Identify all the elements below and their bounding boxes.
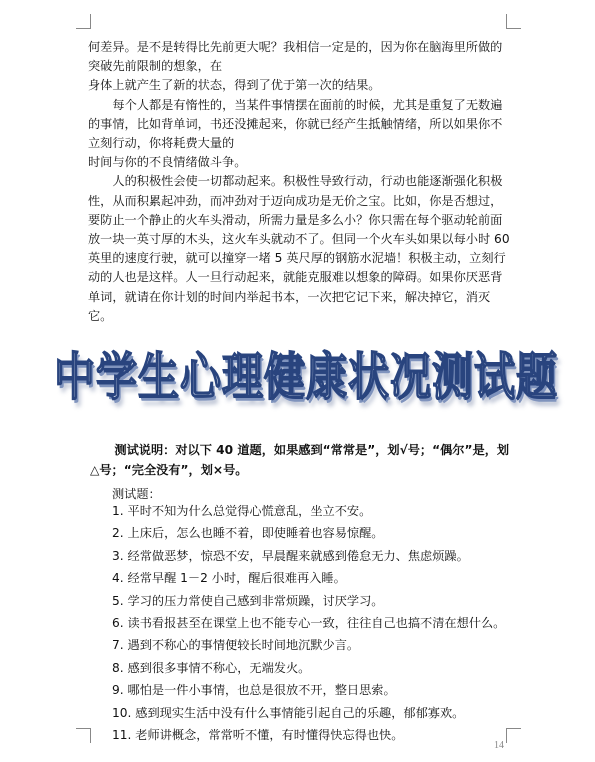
- page-title: 中学生心理健康状况测试题: [54, 346, 558, 407]
- question-item: 7. 遇到不称心的事情便较长时间地沉默少言。: [112, 638, 360, 653]
- question-item: 2. 上床后，怎么也睡不着，即使睡着也容易惊醒。: [112, 526, 384, 541]
- crop-mark-top-right: [506, 14, 521, 29]
- question-list: [112, 500, 512, 746]
- page-number: 14: [494, 740, 504, 751]
- intro-paragraph-2b: 时间与你的不良情绪做斗争。: [88, 155, 247, 170]
- crop-mark-bottom-left: [76, 728, 91, 743]
- intro-paragraph-2a: 每个人都是有惰性的，当某件事情摆在面前的时候，尤其是重复了无数遍的事情，比如背单词，书还没摊起来，你就已经产生抵触情绪，所以如果你不立刻行动，你将耗费大量的: [88, 97, 503, 151]
- question-item: 10. 感到现实生活中没有什么事情能引起自己的乐趣，郁郁寡欢。: [112, 705, 465, 720]
- question-item: 5. 学习的压力常使自己感到非常烦躁，讨厌学习。: [112, 593, 384, 608]
- intro-paragraph-1b: 身体上就产生了新的状态，得到了优于第一次的结果。: [88, 78, 381, 93]
- question-item: 6. 读书看报甚至在课堂上也不能专心一致，往往自己也搞不清在想什么。: [112, 616, 506, 631]
- question-item: 8. 感到很多事情不称心，无端发火。: [112, 660, 311, 675]
- question-item: 4. 经常早醒 1－2 小时，醒后很难再入睡。: [112, 571, 346, 586]
- intro-text: [88, 38, 512, 326]
- intro-paragraph-3: 人的积极性会使一切都动起来。积极性导致行动，行动也能逐渐强化积极性，从而积累起冲劲，而冲劲对于迈向成功是无价之宝。比如，你是否想过，要防止一个静止的火车头滑动，所需力量是多么小？你只需在每个驱动轮前面放一块一英寸厚的木头，这火车头就动不了。但同一个火车头如果以每小时 60 英里的速度行驶，就可以撞穿一堵 5 英尺厚的钢筋水泥墙！积极主动，立刻行动的人也是这样。人一旦行动起来，就能克服难以想象的障碍。如果你厌恶背单词，就请在你计划的时间内举起书本，一次把它记下来，解决掉它，消灭它。: [88, 174, 510, 323]
- question-item: 9. 哪怕是一件小事情，也总是很放不开，整日思索。: [112, 683, 396, 698]
- question-item: 3. 经常做恶梦，惊恐不安，早晨醒来就感到倦怠无力、焦虑烦躁。: [112, 548, 469, 563]
- test-instructions: 测试说明：对以下 40 道题，如果感到“常常是”，划√号；“偶尔”是，划△号；“完全没有”，划×号。: [90, 443, 510, 477]
- intro-paragraph-1a: 何差异。是不是转得比先前更大呢？我相信一定是的，因为你在脑海里所做的突破先前限制的想象，在: [88, 40, 503, 74]
- questions-label: 测试题：: [112, 487, 161, 501]
- question-item: 11. 老师讲概念，常常听不懂，有时懂得快忘得也快。: [112, 728, 404, 743]
- question-item: 1. 平时不知为什么总觉得心慌意乱，坐立不安。: [112, 504, 372, 518]
- crop-mark-top-left: [76, 14, 91, 29]
- wordart-title: [54, 331, 558, 413]
